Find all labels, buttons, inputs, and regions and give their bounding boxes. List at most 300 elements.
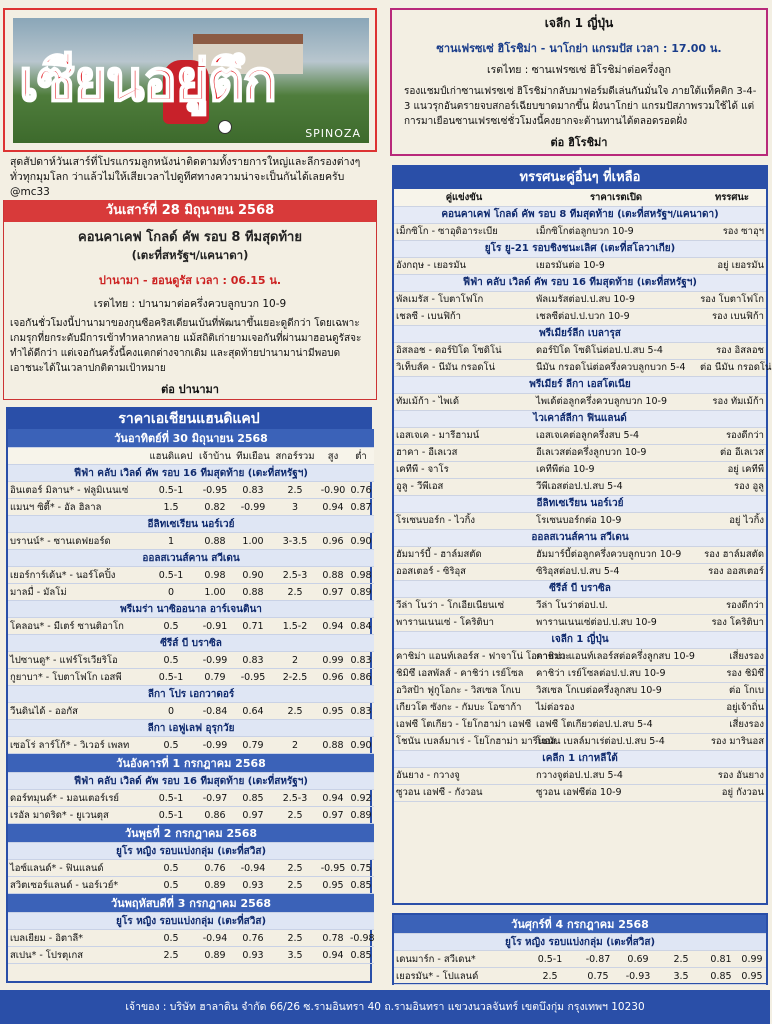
table-cell: ออสเตอร์ - ซิริอุส — [394, 563, 534, 580]
table-row — [8, 533, 374, 550]
table-cell: 0.84 — [348, 618, 374, 635]
table-cell: 0.5-1 — [146, 567, 196, 584]
table-cell: 2 — [272, 737, 318, 754]
table-cell: 0.83 — [348, 703, 374, 720]
jleague-head: เจลีก 1 ญี่ปุ่น — [544, 16, 614, 30]
table-cell: 0.95 — [318, 703, 348, 720]
table-cell: คาชิม่า แอนท์เลอร์ส - ฟาจาโน่ โอกายามะ — [394, 648, 534, 665]
table-row — [394, 682, 766, 699]
table-cell: 0.69 — [618, 951, 658, 968]
league-row — [8, 913, 374, 930]
table-cell: เจลีก 1 ญี่ปุ่น — [394, 631, 766, 648]
table-cell: 2.5 — [272, 930, 318, 947]
table-cell: 0.98 — [348, 567, 374, 584]
table-cell: -0.95 — [196, 482, 234, 499]
table-cell: อยู่ เคทีพี — [698, 461, 766, 478]
table-cell: 0.97 — [318, 584, 348, 601]
table-cell: 0.95 — [738, 968, 766, 985]
table-cell: เกียวโต ซังกะ - กัมบะ โอซาก้า — [394, 699, 534, 716]
table-row — [8, 790, 374, 807]
table-cell: 0.75 — [578, 968, 618, 985]
table-cell: ออลสเวนส์คาน สวีเดน — [8, 550, 374, 567]
table-cell: อีลิทเซเรียน นอร์เวย์ — [8, 516, 374, 533]
table-cell: พารานเนนเซ่ - โคริติบา — [394, 614, 534, 631]
table-cell: วีล่า โนว่าต่อป.ป. — [534, 597, 698, 614]
table-cell: ซูวอน เอฟซีต่อ 10-9 — [534, 784, 698, 801]
table-cell: 0.5-1 — [146, 482, 196, 499]
table-cell: โคลอน* - มีเตร์ ซานติอาโก — [8, 618, 146, 635]
table-cell: รอง ซาอุฯ — [698, 223, 766, 240]
table-cell: 0.83 — [234, 482, 272, 499]
table-cell: 0.88 — [318, 737, 348, 754]
table-cell: ยูโร ยู-21 รอบชิงชนะเลิศ (เตะที่สโลวาเกีย) — [394, 240, 766, 257]
table-cell: วิสเซล โกเบต่อครึ่งลูกสบ 10-9 — [534, 682, 698, 699]
table-cell: 3-3.5 — [272, 533, 318, 550]
table-cell: อันยาง - กวางจู — [394, 767, 534, 784]
table-row — [8, 669, 374, 686]
table-cell: ทีมเยือน — [234, 448, 272, 465]
day-header-row — [8, 429, 374, 448]
column-logo: เซียนอยู่ตึก — [19, 48, 276, 114]
table-cell: 0.76 — [348, 482, 374, 499]
table-cell: รอง อูลู — [698, 478, 766, 495]
table-cell: วีพีเอสต่อป.ป.สบ 5-4 — [534, 478, 698, 495]
table-cell: 0.89 — [196, 947, 234, 964]
table-cell: เยอร์การ์เด้น* - นอร์โคปิ้ง — [8, 567, 146, 584]
table-row — [8, 567, 374, 584]
table-cell: 0.82 — [196, 499, 234, 516]
feature-pair: ปานามา - ฮอนดูรัส เวลา : 06.15 น. — [98, 274, 282, 287]
table-row — [394, 699, 766, 716]
table-cell: 0.96 — [318, 669, 348, 686]
table-cell: รอง โคริติบา — [698, 614, 766, 631]
league-row — [394, 631, 766, 648]
table-cell: คู่แข่งขัน — [394, 189, 534, 206]
table-cell: -0.95 — [234, 669, 272, 686]
table-cell: 0.5 — [146, 930, 196, 947]
table-cell: อีเลเวสต่อครึ่งลูกบวก 10-9 — [534, 444, 698, 461]
table-cell: -0.99 — [234, 499, 272, 516]
table-cell: 2.5 — [272, 860, 318, 877]
table-cell: ลีกา โปร เอกวาดอร์ — [8, 686, 374, 703]
table-cell: รอง เบนฟิก้า — [698, 308, 766, 325]
table-cell: อินเตอร์ มิลาน* - ฟลูมิเนนเซ่ — [8, 482, 146, 499]
table-cell: 0.81 — [704, 951, 738, 968]
table-row — [8, 877, 374, 894]
table-cell: สูง — [318, 448, 348, 465]
table-cell: 0.64 — [234, 703, 272, 720]
table-cell: 0.98 — [196, 567, 234, 584]
other-picks-panel — [392, 165, 772, 905]
table-cell: 0.96 — [318, 533, 348, 550]
table-cell: 0.86 — [196, 807, 234, 824]
table-cell: 0.85 — [348, 947, 374, 964]
table-cell: 2.5 — [272, 482, 318, 499]
feature-match — [3, 200, 377, 400]
table-row — [394, 342, 766, 359]
table-row — [394, 461, 766, 478]
table-cell: ฮาคา - อีเลเวส — [394, 444, 534, 461]
table-row — [394, 597, 766, 614]
table-cell: พรีเมร่า นาซิออนาล อาร์เจนตินา — [8, 601, 374, 618]
table-row — [8, 807, 374, 824]
table-cell: เชลซี - เบนฟิก้า — [394, 308, 534, 325]
column-header-row — [394, 189, 766, 206]
table-row — [394, 393, 766, 410]
table-cell: 0.97 — [234, 807, 272, 824]
table-cell: เซอโร่ ลาร์โก้* - วิเวอร์ เพลท — [8, 737, 146, 754]
table-cell: 0.85 — [348, 877, 374, 894]
table-cell: เสี่ยงรอง — [698, 648, 766, 665]
table-cell: เอสเจเค - มารีฮามน์ — [394, 427, 534, 444]
league-row — [394, 495, 766, 512]
table-cell: สวิตเซอร์แลนด์ - นอร์เวย์* — [8, 877, 146, 894]
brand-text: SPINOZA — [305, 127, 361, 140]
table-cell: 0.83 — [348, 652, 374, 669]
table-cell: 0.94 — [318, 790, 348, 807]
table-cell: 0.99 — [318, 652, 348, 669]
feature-pick: ต่อ ปานามา — [161, 383, 219, 396]
league-row — [8, 635, 374, 652]
table-cell: โชนัน เบลล์มาเร่ - โยโกฮาม่า มารินอส — [394, 733, 534, 750]
table-cell: โชนัน เบลล์มาเร่ต่อป.ป.สบ 5-4 — [534, 733, 698, 750]
column-header-row — [8, 448, 374, 465]
table-cell: รอง ฮาล์มสตัด — [698, 546, 766, 563]
table-cell: 2.5 — [272, 584, 318, 601]
table-cell: 0.79 — [234, 737, 272, 754]
league-row — [394, 750, 766, 767]
table-cell: ต่ำ — [348, 448, 374, 465]
table-cell: รอง มารินอส — [698, 733, 766, 750]
table-cell: วีล่า โนว่า - โกเอียเนียนเซ่ — [394, 597, 534, 614]
table-cell: อวิสป้า ฟูกูโอกะ - วิสเซล โกเบ — [394, 682, 534, 699]
table-cell: -0.87 — [578, 951, 618, 968]
table-cell: เอฟซี โตเกียว - โยโกฮาม่า เอฟซี — [394, 716, 534, 733]
table-row — [394, 444, 766, 461]
league-row — [394, 240, 766, 257]
table-cell: 0.88 — [318, 567, 348, 584]
table-cell: 0.5 — [146, 652, 196, 669]
table-cell: 0.86 — [348, 669, 374, 686]
table-cell: ยูโร หญิง รอบแบ่งกลุ่ม (เตะที่สวิส) — [8, 843, 374, 860]
table-cell: 2.5 — [146, 947, 196, 964]
table-cell: บรานน์* - ซานเดฟยอร์ด — [8, 533, 146, 550]
table-cell: เคทีพี - จาโร — [394, 461, 534, 478]
table-cell: 3.5 — [272, 947, 318, 964]
day-header-row — [8, 754, 374, 773]
table-cell: 0.83 — [234, 652, 272, 669]
table-cell: เอฟซี โตเกียวต่อป.ป.สบ 5-4 — [534, 716, 698, 733]
table-cell: รอง อันยาง — [698, 767, 766, 784]
table-row — [394, 716, 766, 733]
feature-odds: เรตไทย : ปานามาต่อครึ่งควบลูกบวก 10-9 — [93, 298, 287, 310]
table-cell: แฮนดิแคป — [146, 448, 196, 465]
table-row — [8, 860, 374, 877]
table-cell: 0.89 — [348, 584, 374, 601]
league-row — [394, 410, 766, 427]
table-cell: ซีรีส์ บี บราซิล — [394, 580, 766, 597]
table-cell: ราคาเรตเปิด — [534, 189, 698, 206]
jleague-pair: ซานเฟรซเซ่ ฮิโรชิม่า - นาโกย่า แกรมปัส เวลา : 17.00 น. — [436, 42, 722, 55]
table-row — [8, 482, 374, 499]
table-cell: ต่อ นีมัน กรอดโน่ — [698, 359, 766, 376]
table-row — [394, 665, 766, 682]
table-cell: ทัมเม้ก้า - ไพเด้ — [394, 393, 534, 410]
table-cell: รองดีกว่า — [698, 597, 766, 614]
table-cell: 0.79 — [196, 669, 234, 686]
feature-date: วันเสาร์ที่ 28 มิถุนายน 2568 — [4, 200, 376, 222]
table-cell: เยอรมัน* - โปแลนด์ — [394, 968, 522, 985]
day-header-row — [8, 894, 374, 913]
table-row — [394, 291, 766, 308]
table-row — [394, 968, 766, 985]
jleague-body: รองแชมป์เก่าซานเฟรซเซ่ ฮิโรชิม่ากลับมาฟอร์มดีเล่นกันมั่นใจ ภายใต้แท็คติก 3-4-3 แนวรุกอันตรายจบสกอร์เฉียบขาดมากขึ้น ฝั่งนาโกย่า แกรมปัสภาพรวมใช้ได้ แต่การมาเยือนซานเฟรซเซ่ชั่วโมงนี้คงยากจะต้านทานได้ตลอดรอดฝั่ง — [404, 86, 757, 127]
table-cell: 0.5-1 — [146, 669, 196, 686]
table-cell: 0.5 — [146, 618, 196, 635]
table-cell: 0.78 — [318, 930, 348, 947]
table-cell: เม็กซิโกต่อลูกบวก 10-9 — [534, 223, 698, 240]
table-cell: ลีกา เอฟูเลฟ อุรุกวัย — [8, 720, 374, 737]
table-cell: 0.90 — [348, 533, 374, 550]
table-cell: อยู่ เยอรมัน — [698, 257, 766, 274]
table-cell: 2.5-3 — [272, 790, 318, 807]
table-cell: ยูโร หญิง รอบแบ่งกลุ่ม (เตะที่สวิส) — [8, 913, 374, 930]
table-cell: 0 — [146, 703, 196, 720]
table-row — [8, 499, 374, 516]
league-row — [394, 529, 766, 546]
league-row — [394, 376, 766, 393]
league-row — [8, 843, 374, 860]
table-cell: 0.90 — [348, 737, 374, 754]
table-cell: เบลเยียม - อิตาลี* — [8, 930, 146, 947]
handicap-table-panel — [6, 407, 375, 983]
table-cell: เดนมาร์ก - สวีเดน* — [394, 951, 522, 968]
table-row — [8, 618, 374, 635]
table-cell: นีมัน กรอดโน่ต่อครึ่งควบลูกบวก 5-4 — [534, 359, 698, 376]
table-row — [394, 951, 766, 968]
table-cell: 0.89 — [196, 877, 234, 894]
table-cell: 2.5-3 — [272, 567, 318, 584]
table-row — [394, 308, 766, 325]
table-cell: รอง ชิมิซึ — [698, 665, 766, 682]
table-cell: พารานเนนเซ่ต่อป.ป.สบ 10-9 — [534, 614, 698, 631]
table-cell: ชิมิซึ เอสพัลส์ - คาชิว่า เรย์โซล — [394, 665, 534, 682]
table-row — [8, 652, 374, 669]
table-cell: 0.88 — [234, 584, 272, 601]
table-cell: 3.5 — [658, 968, 704, 985]
table-cell: เสี่ยงรอง — [698, 716, 766, 733]
table-row — [394, 257, 766, 274]
table-cell: -0.93 — [618, 968, 658, 985]
table-row — [394, 546, 766, 563]
handicap-table — [8, 429, 374, 964]
league-row — [394, 206, 766, 223]
table-cell: ไม่ต่อรอง — [534, 699, 698, 716]
table-cell: -0.94 — [196, 930, 234, 947]
table-cell: วันพฤหัสบดีที่ 3 กรกฎาคม 2568 — [8, 894, 374, 913]
table-cell: 2 — [272, 652, 318, 669]
table-cell: 2.5 — [272, 807, 318, 824]
table-cell: 0.71 — [234, 618, 272, 635]
league-row — [8, 601, 374, 618]
other-picks-title: ทรรศนะคู่อื่นๆ ที่เหลือ — [394, 167, 766, 189]
intro-text: สุดสัปดาห์วันเสาร์ที่โปรแกรมลูกหนังน่าติดตามทั้งรายการใหญ่และลีกรองต่างๆ ทั่วทุกมุมโลก ว่าแล้วไม่ให้เสียเวลาไปดูทีศทางความน่าจะเป็นกันได้เลยครับ @mc33 — [10, 156, 361, 198]
table-cell: 0.76 — [234, 930, 272, 947]
table-cell: ไอซ์แลนด์* - ฟินแลนด์ — [8, 860, 146, 877]
league-row — [8, 686, 374, 703]
table-row — [8, 930, 374, 947]
table-cell: พรีเมียร์ ลีกา เอสโตเนีย — [394, 376, 766, 393]
table-cell: ดอร์ปิโด โซดิโน่ต่อป.ป.สบ 5-4 — [534, 342, 698, 359]
table-cell: -0.99 — [196, 737, 234, 754]
table-cell: 2-2.5 — [272, 669, 318, 686]
table-cell: -0.99 — [196, 652, 234, 669]
table-cell: อังกฤษ - เยอรมัน — [394, 257, 534, 274]
table-cell: 0.76 — [196, 860, 234, 877]
other-picks-table — [394, 189, 772, 802]
table-cell: 0.94 — [318, 618, 348, 635]
table-cell: -0.84 — [196, 703, 234, 720]
table-cell: สกอร์รวม — [272, 448, 318, 465]
jleague-odds: เรตไทย : ซานเฟรซเซ่ ฮิโรชิม่าต่อครึ่งลูก — [487, 64, 671, 76]
table-row — [8, 703, 374, 720]
table-cell: รอง อิสลอช — [698, 342, 766, 359]
table-cell: ฟีฟ่า คลับ เวิลด์ คัพ รอบ 16 ทีมสุดท้าย (เตะที่สหรัฐฯ) — [394, 274, 766, 291]
table-cell: 0.93 — [234, 947, 272, 964]
table-cell: พัลเมรัสต่อป.ป.สบ 10-9 — [534, 291, 698, 308]
table-cell: 0.94 — [318, 947, 348, 964]
table-cell: 0.5-1 — [146, 790, 196, 807]
table-cell: กูยาบา* - โบตาโฟโก เอสพี — [8, 669, 146, 686]
table-cell: ยูโร หญิง รอบแบ่งกลุ่ม (เตะที่สวิส) — [394, 934, 766, 951]
league-row — [8, 550, 374, 567]
table-cell: 0.93 — [234, 877, 272, 894]
table-cell: อิสลอช - ดอร์ปิโด โซดิโน่ — [394, 342, 534, 359]
table-cell: -0.97 — [196, 790, 234, 807]
table-cell: ซิริอุสต่อป.ป.สบ 5-4 — [534, 563, 698, 580]
hero-banner — [3, 8, 377, 152]
table-cell: สเปน* - โปรตุเกส — [8, 947, 146, 964]
table-cell: -0.90 — [318, 482, 348, 499]
feature-subtitle: (เตะที่สหรัฐฯ/แคนาดา) — [131, 248, 249, 262]
table-cell: ฮัมมาร์บี้ - ฮาล์มสตัด — [394, 546, 534, 563]
table-cell: เชลซีต่อป.ป.บวก 10-9 — [534, 308, 698, 325]
handicap-title: ราคาเอเชียนแฮนดิแคป — [8, 409, 370, 429]
table-cell: ไวเคาส์ลีกา ฟินแลนด์ — [394, 410, 766, 427]
table-cell: 1.5-2 — [272, 618, 318, 635]
table-cell: ฮัมมาร์บี้ต่อลูกครึ่งควบลูกบวก 10-9 — [534, 546, 698, 563]
table-cell: ไพเด้ต่อลูกครึ่งควบลูกบวก 10-9 — [534, 393, 698, 410]
table-cell: ไปซานดู* - แฟร์โรเวียริโอ — [8, 652, 146, 669]
table-cell: วิเท็บส์ค - นีมัน กรอดโน่ — [394, 359, 534, 376]
table-cell: คาชิว่า เรย์โซลต่อป.ป.สบ 10-9 — [534, 665, 698, 682]
table-cell: อยู่ ไวกิ้ง — [698, 512, 766, 529]
table-cell: ออลสเวนส์คาน สวีเดน — [394, 529, 766, 546]
table-cell: 2.5 — [272, 703, 318, 720]
day-header-row — [8, 824, 374, 843]
table-cell: วันพุธที่ 2 กรกฎาคม 2568 — [8, 824, 374, 843]
table-cell: 1 — [146, 533, 196, 550]
day-header-row — [394, 915, 766, 934]
table-cell: เจ้าบ้าน — [196, 448, 234, 465]
feature-body: เจอกันชั่วโมงนี้ปานามาของกุนซือคริสเตียนเบ้นที่พัฒนาขึ้นเยอะดูดีกว่า โดยเฉพาะเกมรุกที่ยกระดับมีการเข้าทำหลากหลาย แม้สถิติเก่ายามเจอกันที่ผ่านมาฮอนดูรัสจะทำได้ดีกว่า แต่เจอกันครั้งนี้คงแตกต่างจากเดิม และสุดท้ายปานามาน่ามีพอบดเอาชนะได้ในเวลาปกติตามเป้าหมาย — [10, 318, 362, 374]
table-cell: ต่อ อีเลเวส — [698, 444, 766, 461]
table-cell: อูลู - วีพีเอส — [394, 478, 534, 495]
table-cell: 0.5-1 — [146, 807, 196, 824]
table-cell: -0.95 — [318, 860, 348, 877]
table-cell: เยอรมันต่อ 10-9 — [534, 257, 698, 274]
table-cell: โรเซนบอร์ก - ไวกิ้ง — [394, 512, 534, 529]
table-cell: วันอาทิตย์ที่ 30 มิถุนายน 2568 — [8, 429, 374, 448]
table-cell: ต่อ โกเบ — [698, 682, 766, 699]
table-row — [8, 737, 374, 754]
table-cell: กวางจูต่อป.ป.สบ 5-4 — [534, 767, 698, 784]
table-cell: 2.5 — [658, 951, 704, 968]
league-row — [394, 934, 766, 951]
table-row — [8, 584, 374, 601]
table-cell: 0.85 — [704, 968, 738, 985]
table-cell: 0.94 — [318, 499, 348, 516]
league-row — [8, 465, 374, 482]
table-row — [394, 784, 766, 801]
league-row — [8, 773, 374, 790]
footer-address: เจ้าของ : บริษัท ฮาลาดิน จำกัด 66/26 ซ.รามอินทรา 40 ถ.รามอินทรา แขวงนวลจันทร์ เขตบึงกุ่ม กรุงเทพฯ 10230 — [0, 990, 770, 1024]
league-row — [8, 516, 374, 533]
table-cell: อีลิทเซเรียน นอร์เวย์ — [394, 495, 766, 512]
table-cell: 0.5 — [146, 877, 196, 894]
table-cell: 0.5 — [146, 737, 196, 754]
table-row — [394, 648, 766, 665]
table-cell: อยู่เจ้าถิ่น — [698, 699, 766, 716]
table-cell: เรอัล มาดริด* - ยูเวนตุส — [8, 807, 146, 824]
table-cell: รองดีกว่า — [698, 427, 766, 444]
table-cell: เอสเจเคต่อลูกครึ่งสบ 5-4 — [534, 427, 698, 444]
table-cell: วันอังคารที่ 1 กรกฎาคม 2568 — [8, 754, 374, 773]
table-cell: รอง ทัมเม้ก้า — [698, 393, 766, 410]
table-cell: วีนดินได้ - ออกัส — [8, 703, 146, 720]
table-cell: 0.5-1 — [522, 951, 578, 968]
table-cell: 0.5 — [146, 860, 196, 877]
table-row — [394, 478, 766, 495]
table-cell: 0.99 — [738, 951, 766, 968]
feature-title: คอนคาเคฟ โกลด์ คัพ รอบ 8 ทีมสุดท้าย — [78, 230, 302, 245]
table-cell: 0.85 — [234, 790, 272, 807]
table-cell: อยู่ กังวอน — [698, 784, 766, 801]
table-cell: 0.88 — [196, 533, 234, 550]
table-cell: 1.00 — [234, 533, 272, 550]
table-cell: ซีรีส์ บี บราซิล — [8, 635, 374, 652]
table-row — [8, 947, 374, 964]
league-row — [394, 325, 766, 342]
table-row — [394, 512, 766, 529]
table-cell: -0.94 — [234, 860, 272, 877]
table-cell: โรเซนบอร์กต่อ 10-9 — [534, 512, 698, 529]
league-row — [8, 720, 374, 737]
table-cell: -0.91 — [196, 618, 234, 635]
league-row — [394, 580, 766, 597]
jleague-feature — [390, 8, 768, 156]
table-row — [394, 767, 766, 784]
table-cell: คาชิม่า แอนท์เลอร์สต่อครึ่งลูกสบ 10-9 — [534, 648, 698, 665]
table-cell: 0.87 — [348, 499, 374, 516]
league-row — [394, 274, 766, 291]
table-cell: 0.97 — [318, 807, 348, 824]
table-cell: 1.00 — [196, 584, 234, 601]
table-cell: 0.92 — [348, 790, 374, 807]
friday-handicap-table — [394, 915, 766, 985]
table-cell: ดอร์ทมุนด์* - มอนเตอร์เรย์ — [8, 790, 146, 807]
table-cell: 2.5 — [522, 968, 578, 985]
